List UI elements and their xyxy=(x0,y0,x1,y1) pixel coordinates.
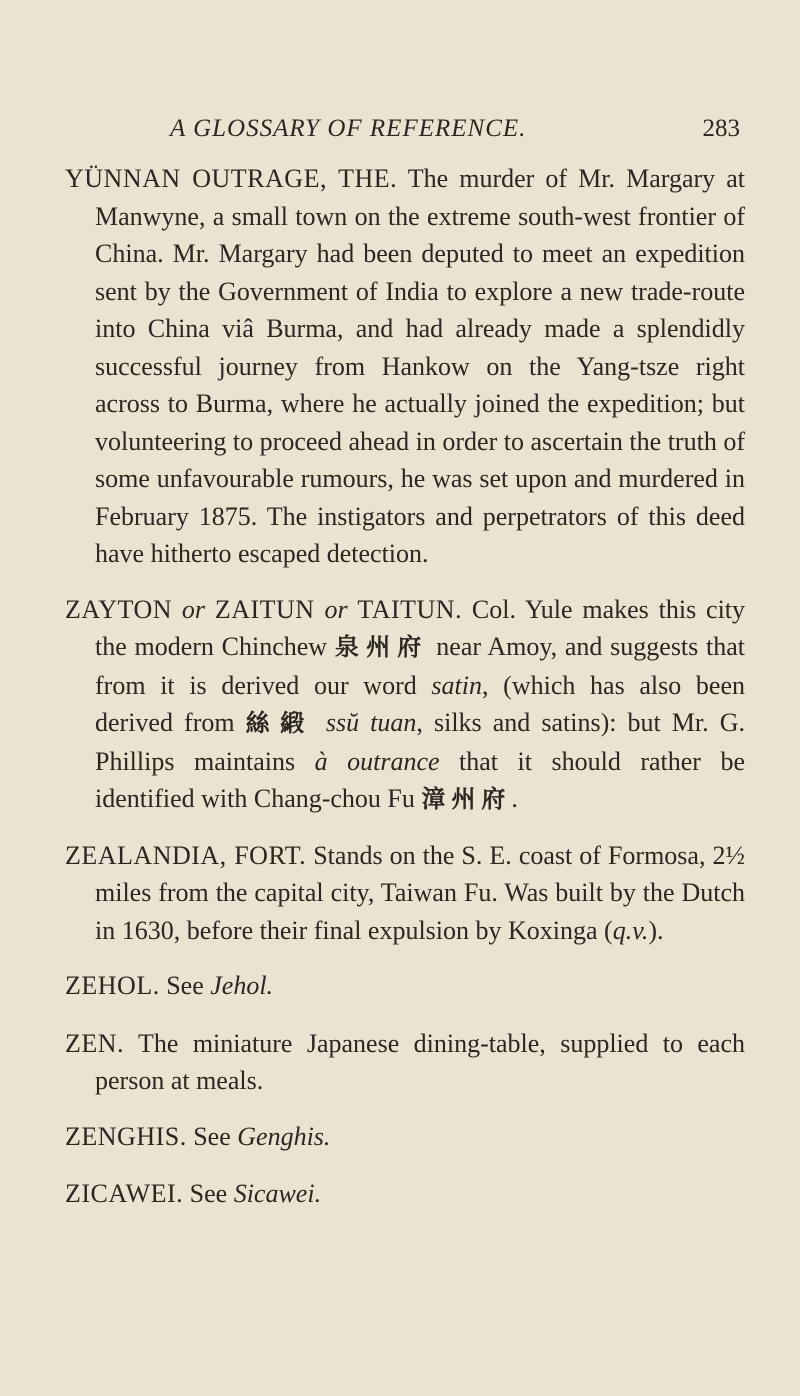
italic-phrase: à outrance xyxy=(314,746,440,776)
see-label: See xyxy=(159,971,211,1000)
entry-text: near Amoy, and suggests that from it is derived our word xyxy=(95,632,746,700)
entry-zenghis xyxy=(65,1118,745,1156)
headword: ZEN. xyxy=(65,1028,125,1058)
glossary-entries xyxy=(65,160,745,1233)
cross-reference: q.v. xyxy=(612,915,649,945)
or-connector: or xyxy=(181,594,205,624)
running-head xyxy=(170,115,740,149)
entry-zayton xyxy=(65,591,745,819)
entry-yunnan-outrage xyxy=(65,160,745,573)
entry-text: The miniature Japanese dining-table, supplied to each person at meals. xyxy=(95,1028,745,1095)
headword: ZENGHIS. xyxy=(65,1121,187,1151)
entry-text: , (which has also been derived from xyxy=(95,670,745,737)
chinese-characters: 絲緞 xyxy=(245,709,315,737)
headword: ZEHOL. xyxy=(65,971,160,1000)
entry-text: Col. Yule makes this city the modern Chinchew xyxy=(95,594,746,661)
see-label: See xyxy=(183,1179,234,1208)
or-connector: or xyxy=(324,594,348,624)
headword-taitun: TAITUN. xyxy=(357,594,463,624)
entry-text: The murder of Mr. Margary at Manwyne, a small town on the extreme south-west frontier of China. Mr. Margary had been deputed to meet an expedition sent by the Government of India to explore a new trade-route into China viâ Burma, and had already made a splendidly successful journey from Hankow on the Yang-tsze right across to Burma, where he actually joined the expedition; but volunteering to proceed ahead in order to ascertain the truth of some unfavourable rumours, he was set upon and murdered in February 1875. The instigators and perpetrators of this deed have hitherto escaped detection. xyxy=(95,164,745,568)
headword: ZICAWEI. xyxy=(65,1179,184,1208)
entry-text: . xyxy=(511,784,518,813)
cross-reference: Sicawei. xyxy=(233,1179,322,1208)
entry-text: that it should rather be identified with Chang-chou Fu xyxy=(95,746,746,813)
entry-zen xyxy=(65,1025,745,1100)
headword: ZEALANDIA, FORT. xyxy=(65,840,307,870)
running-title: A GLOSSARY OF REFERENCE. xyxy=(170,115,527,142)
romanization: ssŭ tuan xyxy=(325,708,417,737)
headword-zaitun: ZAITUN xyxy=(214,594,315,624)
entry-text: , silks and satins): but Mr. G. Phillips maintains xyxy=(95,708,745,776)
cross-reference: Jehol. xyxy=(210,971,274,1000)
chinese-characters: 泉州府 xyxy=(334,633,429,661)
entry-text: Stands on the S. E. coast of Formosa, 2½ miles from the capital city, Taiwan Fu. Was built by the Dutch in 1630, before their final expulsion by Koxinga ( xyxy=(95,840,745,945)
chinese-characters: 漳州府 xyxy=(421,785,512,813)
entry-zicawei xyxy=(65,1175,745,1213)
entry-text: ). xyxy=(648,915,664,945)
see-label: See xyxy=(186,1121,238,1151)
headword: YÜNNAN OUTRAGE, THE. xyxy=(65,164,398,193)
page-number: 283 xyxy=(702,115,740,142)
italic-word: satin xyxy=(431,670,482,700)
entry-zehol xyxy=(65,967,745,1005)
entry-zealandia xyxy=(65,837,745,950)
headword-zayton: ZAYTON xyxy=(65,594,173,624)
cross-reference: Genghis. xyxy=(237,1121,331,1151)
